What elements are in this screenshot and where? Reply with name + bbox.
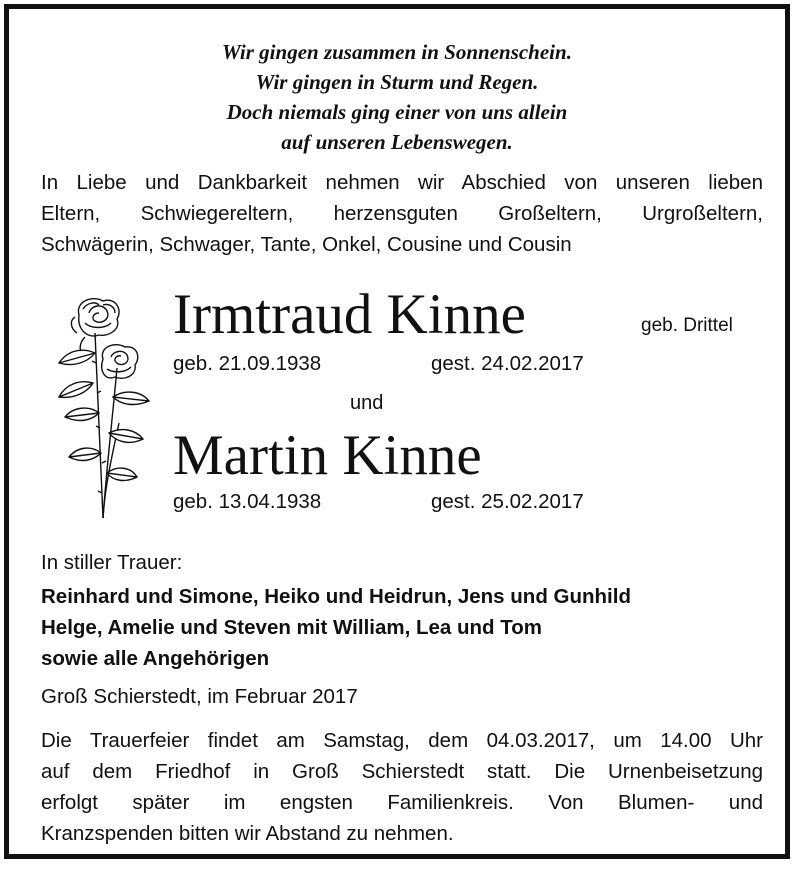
intro-line: Eltern, Schwiegereltern, herzensguten Großeltern, Urgroßeltern, <box>41 202 763 225</box>
connector-text: und <box>350 392 384 414</box>
birth-date-1: geb. 21.09.1938 <box>173 352 322 375</box>
service-line: auf dem Friedhof in Groß Schierstedt statt. Die Urnenbeisetzung <box>41 760 763 783</box>
death-date-2: gest. 25.02.2017 <box>431 490 584 513</box>
mourners-label: In stiller Trauer: <box>41 551 183 574</box>
mourners-list <box>41 581 631 674</box>
poem-line: Doch niemals ging einer von uns allein <box>226 100 568 124</box>
birth-date-2: geb. 13.04.1938 <box>173 490 322 513</box>
service-line: Kranzspenden bitten wir Abstand zu nehmen. <box>41 822 454 845</box>
mourners-line: Reinhard und Simone, Heiko und Heidrun, Jens und Gunhild <box>41 585 631 608</box>
poem-line: Wir gingen zusammen in Sonnenschein. <box>222 40 572 64</box>
obituary-notice <box>4 4 790 859</box>
place-date: Groß Schierstedt, im Februar 2017 <box>41 685 358 708</box>
poem-line: auf unseren Lebenswegen. <box>281 130 513 154</box>
poem-line: Wir gingen in Sturm und Regen. <box>255 70 539 94</box>
intro-text <box>41 167 763 260</box>
maiden-name: geb. Drittel <box>641 315 733 336</box>
service-info <box>41 725 763 849</box>
mourners-line: sowie alle Angehörigen <box>41 647 270 670</box>
service-line: Die Trauerfeier findet am Samstag, dem 04.03.2017, um 14.00 Uhr <box>41 729 763 752</box>
intro-line: In Liebe und Dankbarkeit nehmen wir Abschied von unseren lieben <box>41 171 763 194</box>
service-line: erfolgt später im engsten Familienkreis. Von Blumen- und <box>41 791 763 814</box>
deceased-name-1: Irmtraud Kinne <box>173 283 526 346</box>
death-date-1: gest. 24.02.2017 <box>431 352 584 375</box>
mourners-line: Helge, Amelie und Steven mit William, Lea und Tom <box>41 616 543 639</box>
poem <box>9 37 785 157</box>
rose-icon <box>45 293 157 523</box>
deceased-name-2: Martin Kinne <box>173 424 482 487</box>
intro-line: Schwägerin, Schwager, Tante, Onkel, Cousine und Cousin <box>41 233 572 256</box>
